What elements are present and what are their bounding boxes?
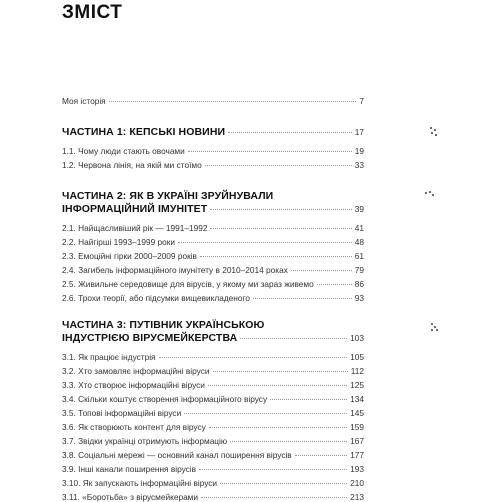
toc-entry-page: 112: [350, 366, 364, 376]
dot-leader: [270, 399, 347, 400]
part-heading-1[interactable]: [62, 126, 364, 139]
dot-leader: [210, 228, 351, 229]
part-title-line1: ЧАСТИНА 1: КЕПСЬКІ НОВИНИ: [62, 126, 226, 138]
dot-leader: [209, 427, 347, 428]
part-title-line1: ЧАСТИНА 3: ПУТІВНИК УКРАЇНСЬКОЮ: [62, 319, 265, 331]
toc-entry-3-9[interactable]: [62, 464, 364, 474]
part-title-line1: ЧАСТИНА 2: ЯК В УКРАЇНІ ЗРУЙНУВАЛИ: [62, 190, 274, 202]
toc-entry-page: 7: [359, 96, 364, 106]
dot-leader: [205, 165, 352, 166]
toc-entry-2-5[interactable]: [62, 279, 364, 289]
toc-entry-3-5[interactable]: [62, 408, 364, 418]
toc-entry-2-6[interactable]: [62, 293, 364, 303]
toc-entry-page: 48: [354, 237, 364, 247]
dot-leader: [208, 385, 347, 386]
toc-entry-label: 2.1. Найщасливіший рік — 1991–1992: [62, 223, 208, 233]
dot-leader: [240, 338, 347, 339]
toc-entry-label: 2.6. Трохи теорії, або підсумки вищевикладеного: [62, 293, 250, 303]
toc-entry-label: 2.4. Загибель інформаційного імунітету в 2010–2014 роках: [62, 265, 288, 275]
toc-entry-label: 2.5. Живильне середовище для вірусів, у якому ми зараз живемо: [62, 279, 314, 289]
toc-entry-label: 3.5. Топові інформаційні віруси: [62, 408, 182, 418]
toc-entry-3-7[interactable]: [62, 436, 364, 446]
dot-leader: [200, 256, 352, 257]
toc-entry-label: 3.4. Скільки коштує створення інформаційного вірусу: [62, 394, 268, 404]
toc-entry-label: Моя історія: [62, 96, 106, 106]
speck-mark-1: [428, 126, 438, 136]
toc-entry-3-6[interactable]: [62, 422, 364, 432]
speck-mark-3: [430, 322, 440, 332]
dot-leader: [210, 209, 351, 210]
part-page: 39: [354, 204, 364, 214]
toc-entry-page: 86: [354, 279, 364, 289]
toc-entry-2-3[interactable]: [62, 251, 364, 261]
toc-entry-page: 105: [350, 352, 364, 362]
dot-leader: [201, 497, 347, 498]
dot-leader: [188, 151, 352, 152]
dot-leader: [213, 371, 348, 372]
toc-entry-page: 213: [350, 492, 364, 502]
page-title: ЗМІСТ: [62, 2, 123, 23]
toc-entry-3-1[interactable]: [62, 352, 364, 362]
toc-entry-label: 2.2. Найгірші 1993–1999 роки: [62, 237, 176, 247]
toc-entry-page: 159: [350, 422, 364, 432]
toc-entry-3-4[interactable]: [62, 394, 364, 404]
toc-entry-label: 1.1. Чому люди стають овочами: [62, 146, 185, 156]
toc-entry-label: 3.6. Як створюють контент для вірусу: [62, 422, 206, 432]
toc-entry-1-2[interactable]: [62, 160, 364, 170]
dot-leader: [199, 469, 347, 470]
toc-entry-label: 2.3. Емоційні гірки 2000–2009 років: [62, 251, 197, 261]
toc-entry-page: 61: [354, 251, 364, 261]
part-page: 17: [354, 127, 364, 137]
toc-entry-3-3[interactable]: [62, 380, 364, 390]
dot-leader: [317, 284, 352, 285]
toc-entry-page: 125: [350, 380, 364, 390]
toc-entry-page: 177: [350, 450, 364, 460]
part-title-line2: ІНФОРМАЦІЙНИЙ ІМУНІТЕТ: [62, 203, 208, 215]
toc-entry-page: 19: [354, 146, 364, 156]
toc-entry-label: 3.1. Як працює індустрія: [62, 352, 156, 362]
dot-leader: [184, 413, 347, 414]
toc-entry-page: 210: [350, 478, 364, 488]
toc-entry-page: 41: [354, 223, 364, 233]
dot-leader: [178, 242, 352, 243]
toc-entry-label: 1.2. Червона лінія, на якій ми стоїмо: [62, 160, 202, 170]
toc-entry-label: 3.11. «Боротьба» з вірусмейкерами: [62, 492, 199, 502]
dot-leader: [228, 132, 352, 133]
speck-mark-2: [424, 190, 434, 200]
toc-entry-2-2[interactable]: [62, 237, 364, 247]
toc-entry-page: 145: [350, 408, 364, 418]
toc-entry-page: 33: [354, 160, 364, 170]
toc-entry-page: 93: [354, 293, 364, 303]
part-title-line2: ІНДУСТРІЄЮ ВІРУСМЕЙКЕРСТВА: [62, 332, 238, 344]
toc-entry-intro[interactable]: [62, 96, 364, 106]
toc-entry-3-2[interactable]: [62, 366, 364, 376]
toc-entry-page: 134: [350, 394, 364, 404]
part-heading-3[interactable]: [62, 319, 364, 345]
toc-entry-label: 3.7. Звідки українці отримують інформацію: [62, 436, 228, 446]
toc-entry-page: 79: [354, 265, 364, 275]
dot-leader: [220, 483, 347, 484]
toc-entry-page: 167: [350, 436, 364, 446]
part-page: 103: [350, 333, 364, 343]
toc-entry-3-11[interactable]: [62, 492, 364, 502]
toc-entry-label: 3.8. Соціальні мережі — основний канал поширення вірусів: [62, 450, 292, 460]
toc-entry-3-8[interactable]: [62, 450, 364, 460]
toc-entry-1-1[interactable]: [62, 146, 364, 156]
toc-entry-page: 193: [350, 464, 364, 474]
toc-entry-2-4[interactable]: [62, 265, 364, 275]
dot-leader: [230, 441, 347, 442]
toc-entry-label: 3.10. Як запускають інформаційні віруси: [62, 478, 218, 488]
toc-entry-2-1[interactable]: [62, 223, 364, 233]
toc-entry-label: 3.2. Хто замовляє інформаційні віруси: [62, 366, 210, 376]
dot-leader: [253, 298, 352, 299]
toc-entry-label: 3.3. Хто створює інформаційні віруси: [62, 380, 205, 390]
toc-entry-label: 3.9. Інші канали поширення вірусів: [62, 464, 197, 474]
dot-leader: [291, 270, 352, 271]
part-heading-2[interactable]: [62, 190, 364, 216]
toc-entry-3-10[interactable]: [62, 478, 364, 488]
dot-leader: [109, 101, 357, 102]
dot-leader: [295, 455, 347, 456]
dot-leader: [159, 357, 348, 358]
